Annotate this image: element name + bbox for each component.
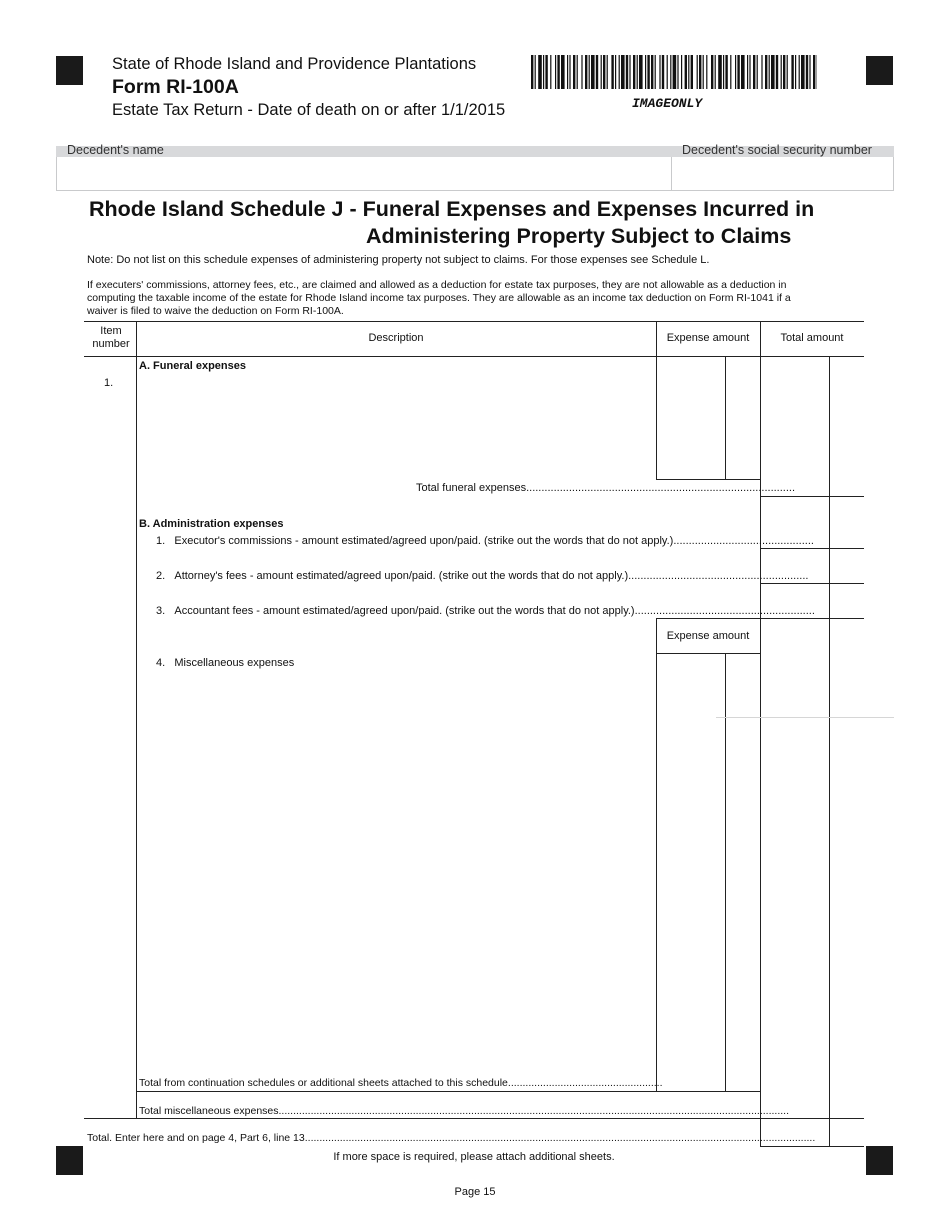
decedent-ssn-label: Decedent's social security number — [682, 143, 872, 157]
barcode-bar — [771, 55, 775, 89]
barcode-bar — [589, 55, 590, 89]
barcode-bar — [781, 55, 782, 89]
barcode-bar — [697, 55, 698, 89]
b2-amount-field[interactable] — [761, 565, 863, 583]
barcode-bar — [581, 55, 582, 89]
col-divider-expense-top — [656, 321, 657, 479]
form-subtitle: Estate Tax Return - Date of death on or after 1/1/2015 — [112, 101, 506, 119]
col-divider-expense-cents-misc — [725, 653, 726, 1092]
schedule-title-line1: Rhode Island Schedule J - Funeral Expenses and Expenses Incurred in — [89, 197, 815, 221]
misc-expenses-entry[interactable] — [137, 674, 655, 1070]
misc-total-amount-field[interactable] — [761, 1100, 863, 1118]
col-divider-expense-cents-top — [725, 356, 726, 479]
header-total-amount: Total amount — [780, 332, 844, 344]
b4-label: Miscellaneous expenses — [174, 657, 295, 669]
continuation-total-row: Total from continuation schedules or additional sheets attached to this schedule..................................................... — [139, 1077, 663, 1089]
barcode-bar — [806, 55, 808, 89]
barcode-bar — [585, 55, 587, 89]
barcode-bar — [813, 55, 815, 89]
header-description: Description — [368, 332, 424, 344]
b1-amount-field[interactable] — [761, 530, 863, 548]
faint-guide-line — [716, 717, 894, 718]
b3-row: 3. Accountant fees - amount estimated/agreed upon/paid. (strike out the words that do not apply.)........................................................... — [156, 605, 815, 617]
barcode-bar — [749, 55, 750, 89]
b2-label: Attorney's fees - amount estimated/agreed upon/paid. (strike out the words that do not apply.) — [174, 570, 629, 582]
barcode-bar — [645, 55, 646, 89]
barcode-bar — [761, 55, 762, 89]
registration-mark-top-right — [866, 56, 893, 85]
barcode-bar — [621, 55, 625, 89]
barcode-bar — [783, 55, 785, 89]
barcode-caption: IMAGEONLY — [632, 96, 703, 111]
registration-mark-bottom-left — [56, 1146, 83, 1175]
page-number: Page 15 — [454, 1186, 496, 1198]
form-name: Form RI-100A — [112, 76, 239, 98]
barcode-bar — [673, 55, 677, 89]
barcode — [531, 55, 817, 89]
schedule-title-line2: Administering Property Subject to Claims — [366, 224, 792, 248]
barcode-bar — [601, 55, 602, 89]
misc-total-label: Total miscellaneous expenses — [139, 1105, 279, 1117]
barcode-bar — [809, 55, 810, 89]
barcode-bar — [538, 55, 542, 89]
header-expense-amount: Expense amount — [666, 332, 750, 344]
misc-expense-amount-header: Expense amount — [666, 630, 750, 642]
misc-total-row: Total miscellaneous expenses............................................................................................................................................................................... — [139, 1105, 790, 1117]
b3-amount-field[interactable] — [761, 600, 863, 618]
continuation-total-label: Total from continuation schedules or additional sheets attached to this schedule — [139, 1077, 508, 1089]
item-number-1: 1. — [104, 377, 114, 389]
table-top-border — [84, 321, 864, 322]
note-schedule-l: Note: Do not list on this schedule expenses of administering property not subject to claims. For those expenses see Schedule L. — [87, 254, 710, 266]
barcode-bar — [667, 55, 668, 89]
decedent-name-field[interactable] — [56, 157, 672, 191]
barcode-bar — [639, 55, 643, 89]
decedent-ssn-field[interactable] — [670, 157, 894, 191]
barcode-bar — [723, 55, 724, 89]
barcode-bar — [681, 55, 682, 89]
header-item-number: Item number — [92, 325, 130, 350]
barcode-bar — [651, 55, 653, 89]
barcode-bar — [799, 55, 800, 89]
continuation-total-line — [136, 1091, 760, 1092]
barcode-bar — [670, 55, 671, 89]
section-b-heading: B. Administration expenses — [139, 518, 284, 530]
b3-line — [656, 618, 864, 619]
barcode-bar — [753, 55, 755, 89]
note-executors-line1: If executers' commissions, attorney fees, etc., are claimed and allowed as a deduction for estate tax purposes, they are not allowable as a deduction in — [87, 279, 787, 291]
b4-row — [156, 657, 294, 669]
barcode-bar — [703, 55, 704, 89]
barcode-bar — [561, 55, 565, 89]
barcode-bar — [655, 55, 656, 89]
barcode-bar — [619, 55, 620, 89]
barcode-bar — [555, 55, 556, 89]
b2-number: 2. — [156, 570, 166, 582]
note-executors-line2: computing the taxable income of the estate for Rhode Island income tax purposes. They are allowable as an income tax deduction on Form RI-1041 if a — [87, 292, 791, 304]
decedent-name-label: Decedent's name — [67, 143, 164, 157]
misc-expense-header-line — [656, 653, 760, 654]
registration-mark-top-left — [56, 56, 83, 85]
col-divider-expense-misc — [656, 618, 657, 1092]
funeral-expenses-entry[interactable] — [137, 374, 655, 478]
footer-note: If more space is required, please attach additional sheets. — [333, 1151, 615, 1163]
barcode-bar — [545, 55, 547, 89]
b2-line — [760, 583, 864, 584]
barcode-bar — [718, 55, 722, 89]
barcode-bar — [647, 55, 649, 89]
barcode-bar — [776, 55, 778, 89]
barcode-bar — [615, 55, 616, 89]
barcode-bar — [603, 55, 605, 89]
barcode-bar — [567, 55, 568, 89]
barcode-bar — [596, 55, 598, 89]
grand-total-amount-field[interactable] — [761, 1119, 863, 1146]
barcode-bar — [611, 55, 613, 89]
barcode-bar — [659, 55, 660, 89]
table-bottom-border — [84, 1118, 864, 1119]
grand-total-row: Total. Enter here and on page 4, Part 6, line 13............................................................................................................................................................................... — [87, 1132, 816, 1144]
barcode-bar — [791, 55, 793, 89]
barcode-bar — [550, 55, 551, 89]
barcode-bar — [535, 55, 536, 89]
barcode-bar — [711, 55, 713, 89]
b1-number: 1. — [156, 535, 166, 547]
table-header-border — [84, 356, 864, 357]
barcode-bar — [607, 55, 608, 89]
b1-label: Executor's commissions - amount estimated/agreed upon/paid. (strike out the words that do not apply.) — [174, 535, 674, 547]
barcode-bar — [691, 55, 693, 89]
b3-label: Accountant fees - amount estimated/agreed upon/paid. (strike out the words that do not apply.) — [174, 605, 635, 617]
barcode-bar — [699, 55, 701, 89]
barcode-bar — [747, 55, 748, 89]
state-name: State of Rhode Island and Providence Plantations — [112, 55, 477, 73]
col-divider-total — [760, 321, 761, 1147]
barcode-bar — [633, 55, 635, 89]
registration-mark-bottom-right — [866, 1146, 893, 1175]
barcode-bar — [531, 55, 533, 89]
barcode-bar — [801, 55, 805, 89]
barcode-bar — [730, 55, 731, 89]
barcode-bar — [735, 55, 736, 89]
section-a-heading: A. Funeral expenses — [139, 360, 246, 372]
total-funeral-amount-field[interactable] — [761, 479, 863, 496]
barcode-bar — [543, 55, 544, 89]
barcode-bar — [629, 55, 630, 89]
barcode-bar — [737, 55, 739, 89]
barcode-bar — [725, 55, 727, 89]
barcode-bar — [591, 55, 595, 89]
barcode-bar — [573, 55, 575, 89]
total-funeral-line — [760, 496, 864, 497]
barcode-bar — [626, 55, 628, 89]
barcode-bar — [577, 55, 578, 89]
barcode-bar — [662, 55, 664, 89]
grand-total-line — [760, 1146, 864, 1147]
barcode-bar — [715, 55, 716, 89]
barcode-bar — [795, 55, 796, 89]
b4-number: 4. — [156, 657, 166, 669]
barcode-bar — [557, 55, 559, 89]
total-funeral-expenses-row: Total funeral expenses........................................................................................ — [416, 482, 796, 494]
barcode-bar — [688, 55, 689, 89]
note-executors-line3: waiver is filed to waive the deduction on Form RI-100A. — [87, 305, 344, 317]
funeral-expense-bottom — [656, 479, 760, 480]
b1-line — [760, 548, 864, 549]
b2-row: 2. Attorney's fees - amount estimated/agreed upon/paid. (strike out the words that do not apply.)........................................................... — [156, 570, 809, 582]
b1-row: 1. Executor's commissions - amount estimated/agreed upon/paid. (strike out the words that do not apply.).............................................. — [156, 535, 814, 547]
barcode-bar — [569, 55, 570, 89]
barcode-bar — [769, 55, 770, 89]
barcode-bar — [706, 55, 707, 89]
grand-total-label: Total. Enter here and on page 4, Part 6, line 13 — [87, 1132, 305, 1144]
barcode-bar — [757, 55, 758, 89]
b3-number: 3. — [156, 605, 166, 617]
barcode-bar — [677, 55, 678, 89]
col-divider-total-cents — [829, 356, 830, 1147]
barcode-bar — [741, 55, 745, 89]
total-funeral-expenses-label: Total funeral expenses — [416, 482, 527, 494]
barcode-bar — [637, 55, 638, 89]
barcode-bar — [765, 55, 767, 89]
barcode-bar — [685, 55, 687, 89]
barcode-bar — [787, 55, 788, 89]
